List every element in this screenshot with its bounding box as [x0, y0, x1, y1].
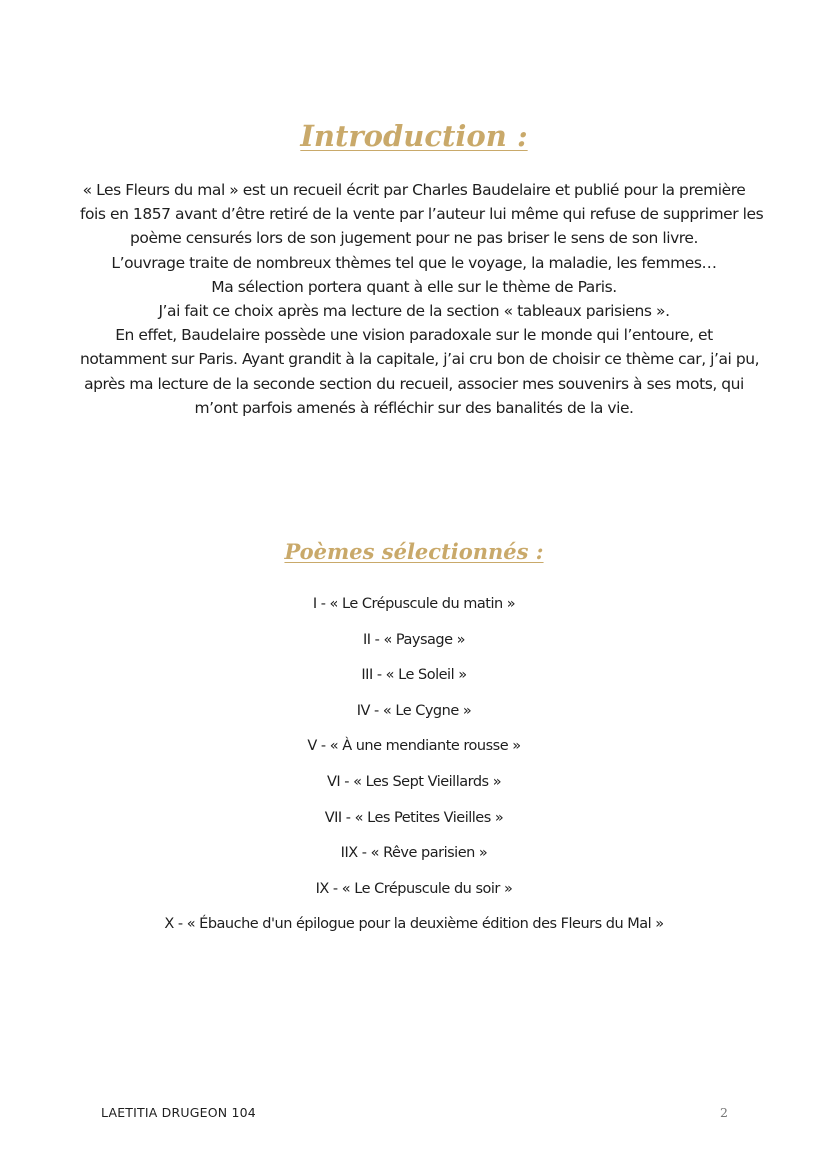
poem-item: III - « Le Soleil »: [361, 667, 467, 684]
intro-line: poème censurés lors de son jugement pour ne pas briser le sens de son livre.: [130, 229, 698, 248]
intro-line: m’ont parfois amenés à réfléchir sur des banalités de la vie.: [194, 398, 634, 417]
poems-list: [0, 590, 828, 946]
page-number: 2: [720, 1105, 728, 1120]
poem-item: II - « Paysage »: [362, 631, 466, 648]
intro-line: Ma sélection portera quant à elle sur le thème de Paris.: [211, 277, 617, 296]
poem-item: V - « À une mendiante rousse »: [307, 738, 521, 755]
intro-line: après ma lecture de la seconde section du recueil, associer mes souvenirs à ses mots, qui: [84, 374, 744, 393]
poem-item: IX - « Le Crépuscule du soir »: [315, 880, 513, 897]
intro-line: fois en 1857 avant d’être retiré de la vente par l’auteur lui même qui refuse de supprimer les: [80, 205, 764, 224]
intro-line: L’ouvrage traite de nombreux thèmes tel que le voyage, la maladie, les femmes…: [111, 253, 717, 272]
poem-item: IV - « Le Cygne »: [356, 702, 472, 719]
intro-line: J’ai fait ce choix après ma lecture de la section « tableaux parisiens ».: [158, 302, 670, 321]
poems-section-title: Poèmes sélectionnés :: [284, 539, 544, 565]
poem-item: VII - « Les Petites Vieilles »: [324, 809, 504, 826]
poem-item: I - « Le Crépuscule du matin »: [312, 596, 516, 612]
intro-line: « Les Fleurs du mal » est un recueil écrit par Charles Baudelaire et publié pour la première: [82, 181, 746, 199]
poem-item: IIX - « Rêve parisien »: [340, 845, 488, 862]
footer-author: LAETITIA DRUGEON 104: [101, 1105, 256, 1120]
page-title: Introduction :: [300, 119, 528, 154]
introduction-paragraph: [80, 178, 764, 420]
poem-item: X - « Ébauche d'un épilogue pour la deuxième édition des Fleurs du Mal »: [164, 916, 664, 933]
intro-line: En effet, Baudelaire possède une vision paradoxale sur le monde qui l’entoure, et: [115, 326, 713, 345]
poem-item: VI - « Les Sept Vieillards »: [326, 773, 502, 790]
intro-line: notamment sur Paris. Ayant grandit à la capitale, j’ai cru bon de choisir ce thème car, j’ai pu,: [80, 350, 760, 369]
